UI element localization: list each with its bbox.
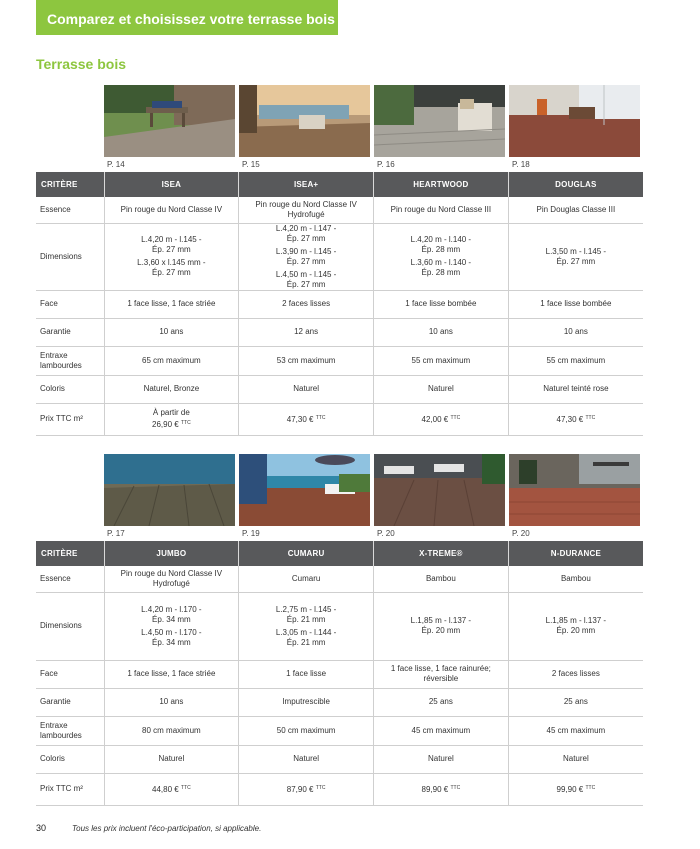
dimension-line: L.4,50 m - l.170 - bbox=[141, 627, 202, 637]
comparison-table-1 bbox=[36, 172, 643, 436]
dimension-line: L.1,85 m - l.137 - bbox=[545, 616, 607, 625]
dimension-line: Ép. 20 mm bbox=[421, 626, 461, 635]
table-row bbox=[36, 318, 643, 346]
row-label: Prix TTC m² bbox=[36, 773, 104, 805]
product-photo-jumbo bbox=[104, 454, 235, 526]
product-photo-cumaru bbox=[239, 454, 370, 526]
price-prefix: À partir de bbox=[152, 408, 190, 417]
cell-garantie: 10 ans bbox=[104, 688, 239, 716]
cell-essence: Pin rouge du Nord Classe IV Hydrofugé bbox=[239, 197, 374, 223]
ttc-label: TTC bbox=[450, 415, 461, 421]
cell-garantie: 25 ans bbox=[508, 688, 643, 716]
row-label: Entraxe lambourdes bbox=[36, 716, 104, 745]
cell-prix bbox=[374, 773, 509, 805]
cell-face: 1 face lisse, 1 face striée bbox=[104, 660, 239, 688]
page-ref: P. 16 bbox=[377, 160, 395, 169]
dimension-line: L.3,60 x l.145 mm - bbox=[137, 258, 206, 267]
cell-dimensions bbox=[374, 223, 509, 290]
product-photo-n-durance bbox=[509, 454, 640, 526]
page-ref: P. 14 bbox=[107, 160, 125, 169]
cell-coloris: Naturel teinté rose bbox=[508, 375, 643, 403]
row-label: Essence bbox=[36, 197, 104, 223]
dimension-line: Ép. 28 mm bbox=[421, 245, 461, 254]
dimension-line: L.3,90 m - l.145 - bbox=[275, 246, 337, 256]
dimension-line: Ép. 27 mm bbox=[152, 268, 191, 277]
dimension-line: Ép. 27 mm bbox=[286, 233, 326, 243]
cell-entraxe: 55 cm maximum bbox=[508, 346, 643, 375]
price-value: 87,90 € bbox=[286, 785, 314, 794]
cell-essence: Bambou bbox=[508, 566, 643, 592]
price-value: 47,30 € bbox=[286, 415, 314, 424]
cell-essence: Pin rouge du Nord Classe IV bbox=[104, 197, 239, 223]
cell-coloris: Naturel bbox=[374, 375, 509, 403]
cell-garantie: Imputrescible bbox=[239, 688, 374, 716]
dimension-line: Ép. 34 mm bbox=[152, 614, 191, 624]
dimension-line: L.2,75 m - l.145 - bbox=[275, 604, 337, 614]
criteria-header: CRITÈRE bbox=[36, 541, 104, 566]
cell-face: 2 faces lisses bbox=[508, 660, 643, 688]
cell-face: 1 face lisse, 1 face rainurée; réversible bbox=[374, 660, 509, 688]
dimension-line: L.3,60 m - l.140 - bbox=[410, 258, 472, 267]
dimension-line: Ép. 27 mm bbox=[286, 279, 326, 289]
cell-essence: Pin rouge du Nord Classe III bbox=[374, 197, 509, 223]
table-row bbox=[36, 566, 643, 592]
row-label: Coloris bbox=[36, 745, 104, 773]
photo-row-1 bbox=[104, 85, 642, 173]
cell-coloris: Naturel bbox=[104, 745, 239, 773]
cell-coloris: Naturel bbox=[239, 375, 374, 403]
cell-face: 2 faces lisses bbox=[239, 290, 374, 318]
table-row bbox=[36, 745, 643, 773]
cell-coloris: Naturel, Bronze bbox=[104, 375, 239, 403]
cell-prix bbox=[508, 403, 643, 435]
cell-coloris: Naturel bbox=[239, 745, 374, 773]
cell-prix bbox=[374, 403, 509, 435]
ttc-label: TTC bbox=[450, 785, 461, 791]
product-photo-heartwood bbox=[374, 85, 505, 157]
price-value: 44,80 € bbox=[152, 785, 179, 794]
cell-entraxe: 65 cm maximum bbox=[104, 346, 239, 375]
row-label: Garantie bbox=[36, 688, 104, 716]
cell-face: 1 face lisse bbox=[239, 660, 374, 688]
cell-coloris: Naturel bbox=[508, 745, 643, 773]
cell-garantie: 10 ans bbox=[374, 318, 509, 346]
cell-dimensions bbox=[239, 223, 374, 290]
table-row bbox=[36, 223, 643, 290]
cell-essence: Cumaru bbox=[239, 566, 374, 592]
ttc-label: TTC bbox=[315, 785, 326, 791]
ttc-label: TTC bbox=[180, 785, 191, 791]
cell-dimensions bbox=[374, 592, 509, 660]
cell-prix bbox=[104, 403, 239, 435]
cell-garantie: 12 ans bbox=[239, 318, 374, 346]
cell-essence: Bambou bbox=[374, 566, 509, 592]
product-header: JUMBO bbox=[104, 541, 239, 566]
page-ref: P. 20 bbox=[377, 529, 395, 538]
row-label: Prix TTC m² bbox=[36, 403, 104, 435]
footer-note: Tous les prix incluent l'éco-participation, si applicable. bbox=[72, 824, 262, 833]
cell-garantie: 10 ans bbox=[104, 318, 239, 346]
dimension-line: Ép. 21 mm bbox=[286, 614, 326, 624]
cell-face: 1 face lisse bombée bbox=[508, 290, 643, 318]
row-label: Face bbox=[36, 290, 104, 318]
product-photo-x-treme bbox=[374, 454, 505, 526]
product-photo-isea-plus bbox=[239, 85, 370, 157]
ttc-label: TTC bbox=[315, 415, 326, 421]
cell-entraxe: 50 cm maximum bbox=[239, 716, 374, 745]
dimension-line: L.1,85 m - l.137 - bbox=[410, 616, 472, 625]
page-banner: Comparez et choisissez votre terrasse bois bbox=[36, 0, 338, 35]
row-label: Dimensions bbox=[36, 592, 104, 660]
dimension-line: L.3,50 m - l.145 - bbox=[545, 246, 607, 256]
product-header: X-TREME® bbox=[374, 541, 509, 566]
table-row bbox=[36, 716, 643, 745]
dimension-line: Ép. 27 mm bbox=[152, 245, 191, 254]
dimension-line: L.4,50 m - l.145 - bbox=[275, 269, 337, 279]
cell-prix bbox=[508, 773, 643, 805]
row-label: Coloris bbox=[36, 375, 104, 403]
cell-essence: Pin Douglas Classe III bbox=[508, 197, 643, 223]
product-header: N-DURANCE bbox=[508, 541, 643, 566]
row-label: Garantie bbox=[36, 318, 104, 346]
criteria-header: CRITÈRE bbox=[36, 172, 104, 197]
table-row bbox=[36, 290, 643, 318]
dimension-line: Ép. 27 mm bbox=[556, 256, 596, 266]
page-ref: P. 20 bbox=[512, 529, 530, 538]
price-value: 99,90 € bbox=[556, 785, 584, 794]
row-label: Face bbox=[36, 660, 104, 688]
cell-essence: Pin rouge du Nord Classe IV Hydrofugé bbox=[104, 566, 239, 592]
product-photo-douglas bbox=[509, 85, 640, 157]
cell-coloris: Naturel bbox=[374, 745, 509, 773]
cell-prix bbox=[239, 403, 374, 435]
product-header: DOUGLAS bbox=[508, 172, 643, 197]
product-header: ISEA bbox=[104, 172, 239, 197]
ttc-label: TTC bbox=[180, 420, 191, 426]
cell-entraxe: 45 cm maximum bbox=[374, 716, 509, 745]
cell-garantie: 25 ans bbox=[374, 688, 509, 716]
page-ref: P. 19 bbox=[242, 529, 260, 538]
dimension-line: Ép. 28 mm bbox=[421, 268, 461, 277]
row-label: Entraxe lambourdes bbox=[36, 346, 104, 375]
product-header: ISEA+ bbox=[239, 172, 374, 197]
dimension-line: L.4,20 m - l.145 - bbox=[141, 235, 202, 244]
dimension-line: L.4,20 m - l.170 - bbox=[141, 604, 202, 614]
row-label: Dimensions bbox=[36, 223, 104, 290]
table-row bbox=[36, 592, 643, 660]
page-ref: P. 18 bbox=[512, 160, 530, 169]
cell-entraxe: 45 cm maximum bbox=[508, 716, 643, 745]
product-photo-isea bbox=[104, 85, 235, 157]
cell-dimensions bbox=[239, 592, 374, 660]
photo-row-2 bbox=[104, 454, 642, 542]
comparison-table-2 bbox=[36, 541, 643, 806]
table-row bbox=[36, 660, 643, 688]
cell-dimensions bbox=[508, 223, 643, 290]
price-value: 42,00 € bbox=[421, 415, 449, 424]
cell-dimensions bbox=[508, 592, 643, 660]
cell-garantie: 10 ans bbox=[508, 318, 643, 346]
table-row bbox=[36, 773, 643, 805]
table-row bbox=[36, 688, 643, 716]
dimension-line: L.4,20 m - l.140 - bbox=[410, 235, 472, 244]
cell-face: 1 face lisse, 1 face striée bbox=[104, 290, 239, 318]
table-row bbox=[36, 346, 643, 375]
product-header: HEARTWOOD bbox=[374, 172, 509, 197]
page-number: 30 bbox=[36, 823, 47, 833]
price-value: 47,30 € bbox=[556, 415, 584, 424]
ttc-label: TTC bbox=[585, 415, 596, 421]
dimension-line: Ép. 27 mm bbox=[286, 256, 326, 266]
cell-prix bbox=[104, 773, 239, 805]
dimension-line: Ép. 21 mm bbox=[286, 637, 326, 647]
row-label: Essence bbox=[36, 566, 104, 592]
price-value: 89,90 € bbox=[421, 785, 449, 794]
cell-entraxe: 53 cm maximum bbox=[239, 346, 374, 375]
dimension-line: L.4,20 m - l.147 - bbox=[275, 223, 337, 233]
price-value: 26,90 € bbox=[152, 420, 179, 429]
page-ref: P. 15 bbox=[242, 160, 260, 169]
dimension-line: L.3,05 m - l.144 - bbox=[275, 627, 337, 637]
ttc-label: TTC bbox=[585, 785, 596, 791]
cell-entraxe: 80 cm maximum bbox=[104, 716, 239, 745]
cell-dimensions bbox=[104, 592, 239, 660]
cell-prix bbox=[239, 773, 374, 805]
table-row bbox=[36, 403, 643, 435]
section-title: Terrasse bois bbox=[36, 56, 127, 72]
page-ref: P. 17 bbox=[107, 529, 125, 538]
table-row bbox=[36, 375, 643, 403]
table-row bbox=[36, 197, 643, 223]
dimension-line: Ép. 20 mm bbox=[556, 626, 596, 635]
cell-entraxe: 55 cm maximum bbox=[374, 346, 509, 375]
product-header: CUMARU bbox=[239, 541, 374, 566]
dimension-line: Ép. 34 mm bbox=[152, 637, 191, 647]
cell-face: 1 face lisse bombée bbox=[374, 290, 509, 318]
cell-dimensions bbox=[104, 223, 239, 290]
